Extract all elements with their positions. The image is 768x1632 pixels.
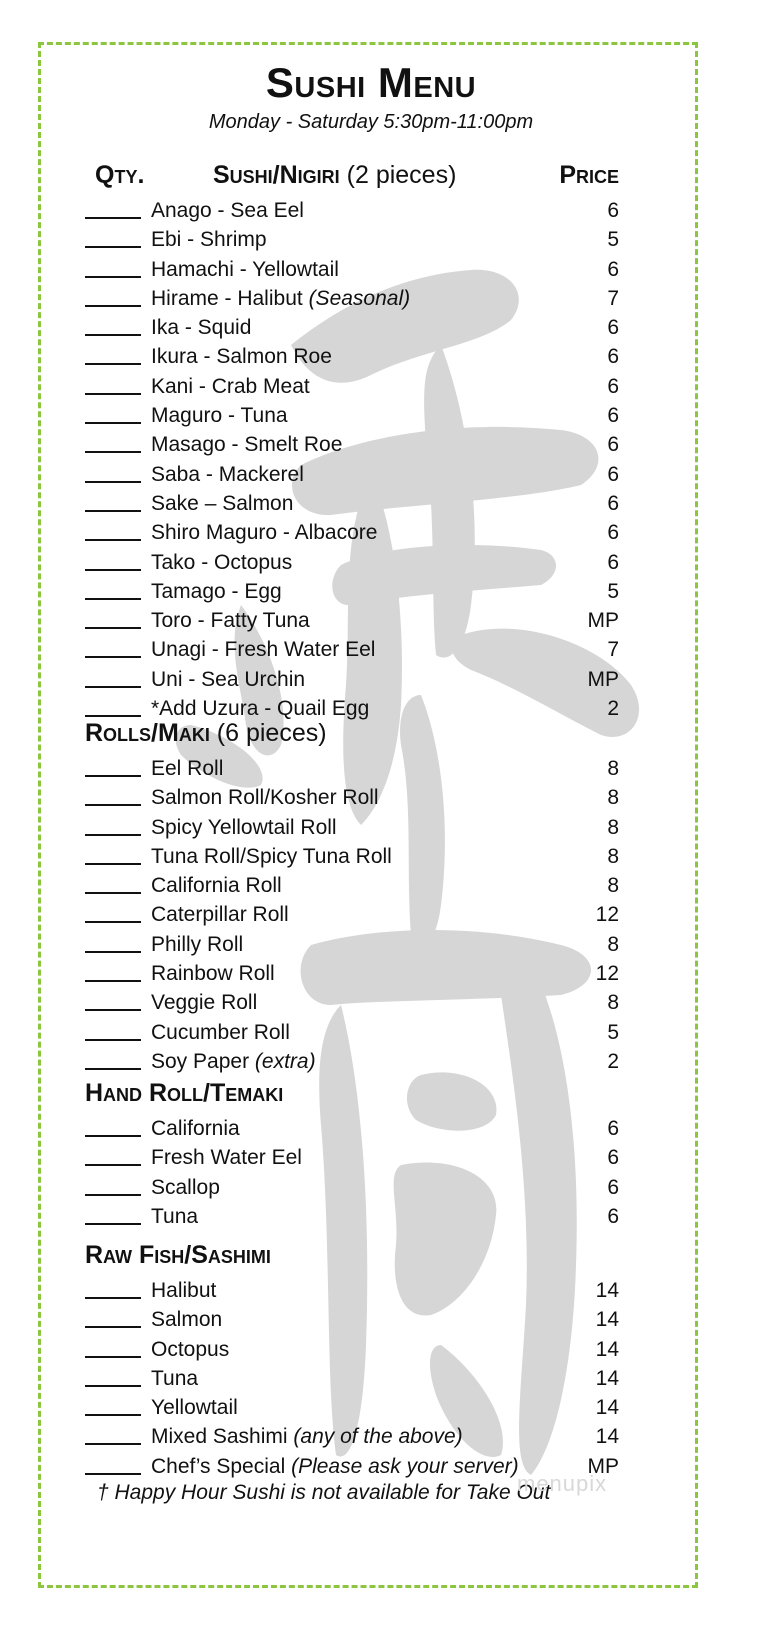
item-name: Mixed Sashimi (any of the above) <box>151 1425 463 1449</box>
item-name: Octopus <box>151 1337 230 1361</box>
qty-blank-line <box>85 1223 141 1225</box>
item-name: *Add Uzura - Quail Egg <box>151 697 370 721</box>
menu-item <box>41 402 698 431</box>
qty-blank-line <box>85 510 141 512</box>
item-price: 8 <box>607 874 619 898</box>
item-price: 8 <box>607 757 619 780</box>
qty-blank-line <box>85 1297 141 1299</box>
section-rolls-maki <box>41 715 698 1077</box>
qty-blank-line <box>85 276 141 278</box>
item-price: 5 <box>607 579 619 603</box>
menu-item <box>41 636 698 665</box>
menu-item <box>41 1365 698 1394</box>
item-name: Anago - Sea Eel <box>151 199 304 222</box>
item-name: Halibut <box>151 1279 217 1302</box>
item-name: Ikura - Salmon Roe <box>151 345 332 369</box>
item-price: 6 <box>607 521 619 545</box>
qty-blank-line <box>85 1194 141 1196</box>
item-name: Kani - Crab Meat <box>151 374 310 398</box>
item-name: Yellowtail <box>151 1396 238 1420</box>
item-price: 5 <box>607 1020 619 1044</box>
menu-title: Sushi Menu <box>265 59 477 106</box>
item-name: Soy Paper (extra) <box>151 1049 316 1073</box>
item-name: Eel Roll <box>151 757 224 780</box>
price-column-header: Price <box>559 161 619 189</box>
item-name: Spicy Yellowtail Roll <box>151 815 337 839</box>
qty-blank-line <box>85 627 141 629</box>
qty-blank-line <box>85 393 141 395</box>
section-heading: Rolls/Maki (6 pieces) <box>85 719 327 747</box>
qty-blank-line <box>85 363 141 365</box>
item-name: Uni - Sea Urchin <box>151 667 306 691</box>
item-price: MP <box>587 667 619 691</box>
qty-blank-line <box>85 980 141 982</box>
item-name: Salmon Roll/Kosher Roll <box>151 786 379 810</box>
item-name: Tamago - Egg <box>151 579 282 603</box>
qty-blank-line <box>85 305 141 307</box>
qty-blank-line <box>85 1385 141 1387</box>
footnote: † Happy Hour Sushi is not available for Take Out <box>97 1481 551 1504</box>
qty-blank-line <box>85 1356 141 1358</box>
section-hand-roll-temaki <box>41 1075 698 1232</box>
item-price: 14 <box>595 1279 619 1302</box>
item-name: Saba - Mackerel <box>151 462 304 486</box>
item-price: 2 <box>607 697 619 721</box>
item-price: 14 <box>595 1337 619 1361</box>
menu-item <box>41 343 698 372</box>
menu-item <box>41 607 698 636</box>
qty-blank-line <box>85 217 141 219</box>
item-price: 12 <box>595 962 619 986</box>
qty-blank-line <box>85 1414 141 1416</box>
item-price: 6 <box>607 1146 619 1170</box>
item-price: 8 <box>607 844 619 868</box>
menu-item <box>41 1277 698 1306</box>
menu-item <box>41 872 698 901</box>
menu-item <box>41 373 698 402</box>
hours: Monday - Saturday 5:30pm-11:00pm <box>208 111 534 133</box>
item-price: 6 <box>607 199 619 222</box>
item-note: (extra) <box>254 1049 316 1073</box>
item-price: 8 <box>607 786 619 810</box>
qty-blank-line <box>85 1326 141 1328</box>
item-name: Caterpillar Roll <box>151 903 289 927</box>
section-heading: Hand Roll/Temaki <box>85 1079 284 1107</box>
qty-blank-line <box>85 481 141 483</box>
item-note: (Please ask your server) <box>291 1454 519 1478</box>
item-price: 6 <box>607 345 619 369</box>
section-header <box>41 715 698 755</box>
menu-item <box>41 960 698 989</box>
menu-item <box>41 431 698 460</box>
item-price: 6 <box>607 433 619 457</box>
item-name: Masago - Smelt Roe <box>151 433 343 457</box>
item-price: MP <box>587 1454 619 1478</box>
qty-blank-line <box>85 569 141 571</box>
item-price: 14 <box>595 1396 619 1420</box>
menu-item <box>41 1115 698 1144</box>
item-price: 12 <box>595 903 619 927</box>
menu-item <box>41 1394 698 1423</box>
item-name: Fresh Water Eel <box>151 1146 302 1170</box>
section-sushi-nigiri <box>41 157 698 724</box>
menu-item <box>41 1174 698 1203</box>
item-name: Ebi - Shrimp <box>151 228 267 252</box>
item-name: Hamachi - Yellowtail <box>151 257 339 281</box>
menu-item <box>41 1423 698 1452</box>
section-header <box>41 1237 698 1277</box>
item-price: 8 <box>607 991 619 1015</box>
item-name: Chef’s Special (Please ask your server) <box>151 1454 519 1478</box>
item-name: Philly Roll <box>151 932 244 956</box>
menu-item <box>41 989 698 1018</box>
item-price: 6 <box>607 404 619 428</box>
qty-blank-line <box>85 246 141 248</box>
qty-blank-line <box>85 804 141 806</box>
menu-item <box>41 197 698 226</box>
qty-blank-line <box>85 451 141 453</box>
menu-item <box>41 256 698 285</box>
item-price: 14 <box>595 1366 619 1390</box>
section-heading: Sushi/Nigiri (2 pieces) <box>213 161 457 189</box>
item-name: Salmon <box>151 1308 223 1332</box>
menu-item <box>41 1144 698 1173</box>
item-note: (Seasonal) <box>308 286 411 310</box>
item-name: Tuna <box>151 1204 199 1228</box>
column-header-row <box>41 157 698 197</box>
item-name: California <box>151 1117 240 1140</box>
item-price: 6 <box>607 1117 619 1140</box>
menu-item <box>41 1203 698 1232</box>
menupix-watermark: menupix <box>517 1471 608 1496</box>
qty-blank-line <box>85 598 141 600</box>
menu-item <box>41 314 698 343</box>
qty-blank-line <box>85 1068 141 1070</box>
item-name: Shiro Maguro - Albacore <box>151 521 378 545</box>
item-name: Cucumber Roll <box>151 1020 290 1044</box>
qty-blank-line <box>85 1443 141 1445</box>
item-price: 6 <box>607 316 619 340</box>
menu-item <box>41 755 698 784</box>
qty-blank-line <box>85 863 141 865</box>
menu-item <box>41 666 698 695</box>
item-name: Ika - Squid <box>151 316 252 340</box>
item-name: Tako - Octopus <box>151 550 293 574</box>
menu-item <box>41 843 698 872</box>
menu-sheet <box>38 42 698 1588</box>
item-price: MP <box>587 609 619 633</box>
item-price: 6 <box>607 1175 619 1199</box>
item-name: Tuna <box>151 1366 199 1390</box>
item-name: Scallop <box>151 1175 220 1199</box>
item-name: Unagi - Fresh Water Eel <box>151 638 376 662</box>
item-price: 6 <box>607 550 619 574</box>
qty-blank-line <box>85 892 141 894</box>
item-name: Maguro - Tuna <box>151 404 288 428</box>
menu-item <box>41 519 698 548</box>
menu-item <box>41 1306 698 1335</box>
qty-blank-line <box>85 1164 141 1166</box>
item-price: 14 <box>595 1308 619 1332</box>
item-name: Tuna Roll/Spicy Tuna Roll <box>151 844 392 868</box>
menu-content <box>41 45 698 1588</box>
item-name: California Roll <box>151 874 282 898</box>
item-name: Hirame - Halibut (Seasonal) <box>151 286 411 310</box>
menu-item <box>41 901 698 930</box>
qty-blank-line <box>85 775 141 777</box>
qty-blank-line <box>85 1009 141 1011</box>
item-price: 8 <box>607 815 619 839</box>
qty-blank-line <box>85 686 141 688</box>
item-price: 6 <box>607 257 619 281</box>
item-name: Sake – Salmon <box>151 491 294 515</box>
qty-blank-line <box>85 834 141 836</box>
menu-item <box>41 461 698 490</box>
qty-blank-line <box>85 334 141 336</box>
qty-blank-line <box>85 1473 141 1475</box>
menu-item <box>41 784 698 813</box>
menu-item <box>41 1048 698 1077</box>
menu-item <box>41 285 698 314</box>
qty-blank-line <box>85 422 141 424</box>
qty-blank-line <box>85 1039 141 1041</box>
item-price: 5 <box>607 228 619 252</box>
item-price: 8 <box>607 932 619 956</box>
section-header <box>41 1075 698 1115</box>
section-heading: Raw Fish/Sashimi <box>85 1241 271 1269</box>
qty-blank-line <box>85 656 141 658</box>
item-price: 6 <box>607 374 619 398</box>
item-price: 14 <box>595 1425 619 1449</box>
qty-blank-line <box>85 1135 141 1137</box>
menu-item <box>41 226 698 255</box>
qty-blank-line <box>85 539 141 541</box>
qty-blank-line <box>85 921 141 923</box>
item-price: 6 <box>607 491 619 515</box>
qty-column-header: Qty. <box>95 161 145 189</box>
item-price: 7 <box>607 286 619 310</box>
item-name: Veggie Roll <box>151 991 258 1015</box>
item-name: Toro - Fatty Tuna <box>151 609 310 633</box>
item-name: Rainbow Roll <box>151 962 275 986</box>
item-price: 7 <box>607 638 619 662</box>
item-price: 6 <box>607 462 619 486</box>
menu-item <box>41 549 698 578</box>
menu-item <box>41 490 698 519</box>
item-price: 2 <box>607 1049 619 1073</box>
menu-item <box>41 1019 698 1048</box>
item-price: 6 <box>607 1204 619 1228</box>
item-note: (any of the above) <box>293 1425 463 1449</box>
menu-item <box>41 1336 698 1365</box>
menu-item <box>41 814 698 843</box>
qty-blank-line <box>85 951 141 953</box>
menu-item <box>41 931 698 960</box>
menu-item <box>41 578 698 607</box>
section-raw-fish-sashimi <box>41 1237 698 1482</box>
